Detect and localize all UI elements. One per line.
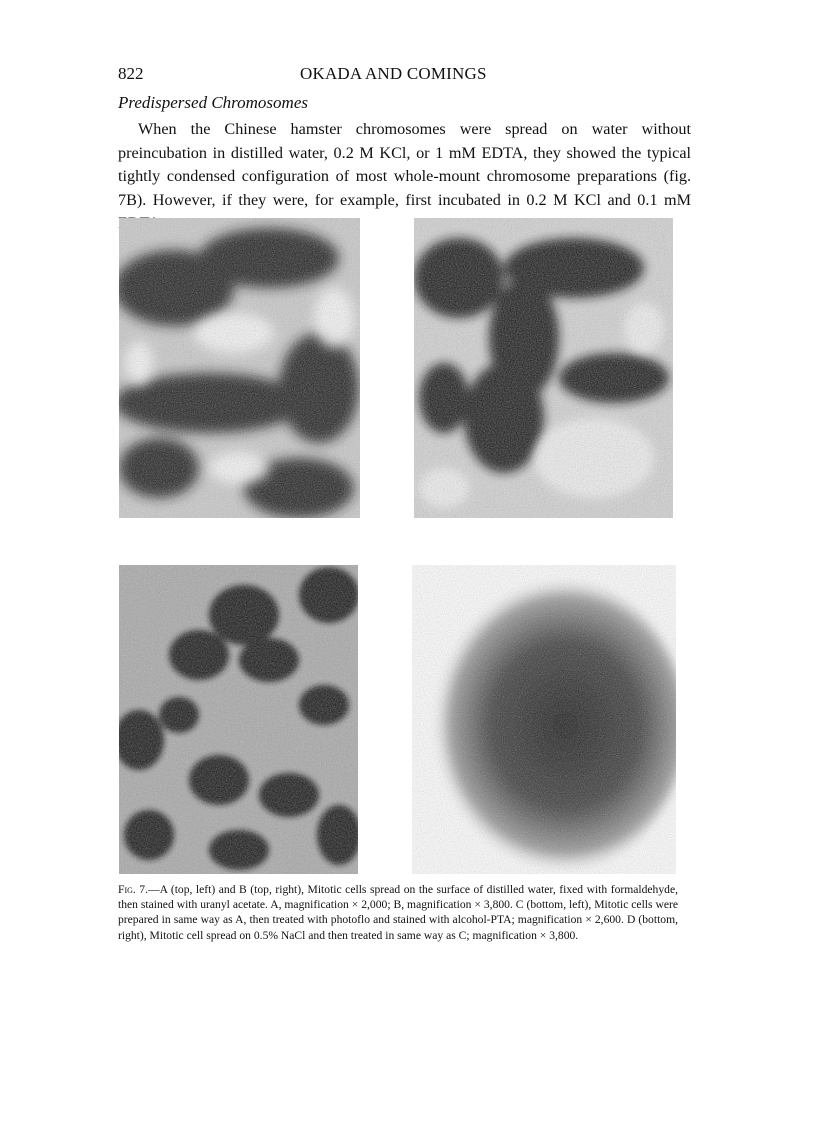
figure-caption-text: —A (top, left) and B (top, right), Mitotic cells spread on the surface of distilled water, fixed with formaldehyde, then stained with uranyl acetate. A, magnification × 2,000; B, magnification × 3,800. C (bottom, left), Mitotic cells were prepared in same way as A, then treated with photoflo and stained with alcohol-PTA; magnification × 2,600. D (bottom, right), Mitotic cell spread on 0.5% NaCl and then treated in same way as C; magnification × 3,800. [118, 883, 678, 942]
figure-panel-b [414, 218, 673, 518]
figure-panel-c [119, 565, 358, 874]
page-number: 822 [118, 64, 144, 83]
figure-label: Fig. 7. [118, 883, 148, 896]
section-title: Predispersed Chromosomes [118, 93, 308, 112]
figure-panel-a [119, 218, 360, 518]
running-head: OKADA AND COMINGS [300, 64, 487, 83]
figure-caption [118, 882, 678, 943]
body-paragraph: When the Chinese hamster chromosomes were spread on water without preincubation in distilled water, 0.2 M KCl, or 1 mM EDTA, they showed the typical tightly condensed configuration of most whole-mount chromosome preparations (fig. 7B). However, if they were, for example, first incubated in 0.2 M KCl and 0.1 mM [118, 120, 691, 209]
figure-panel-d [412, 565, 676, 874]
